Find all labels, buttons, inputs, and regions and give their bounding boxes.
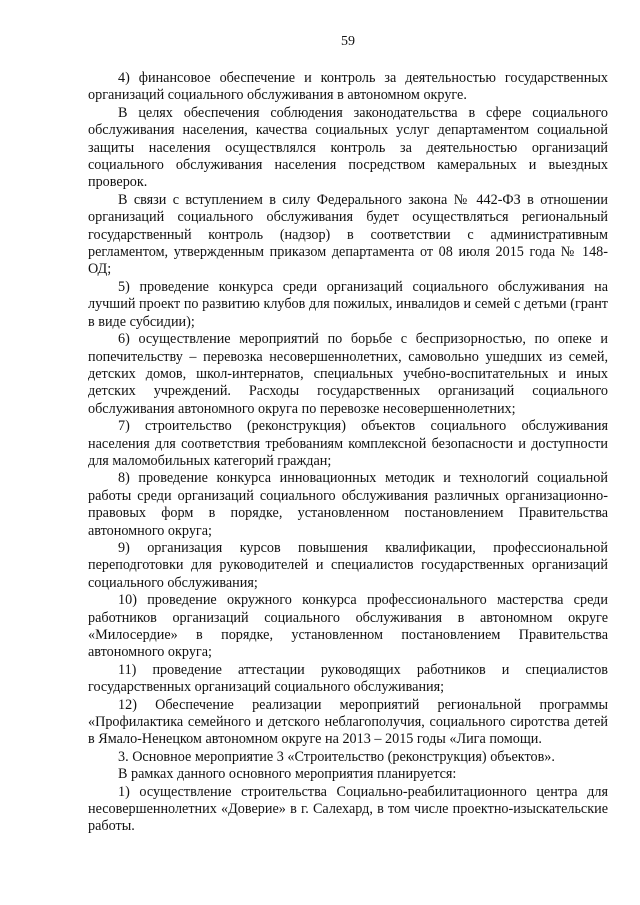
document-body	[88, 70, 608, 836]
paragraph: 8) проведение конкурса инновационных методик и технологий социальной работы среди организаций социального обслуживания различных организационно-правовых форм в порядке, установленном постановлением Правительства автономного округа;	[88, 470, 608, 539]
paragraph: 10) проведение окружного конкурса профессионального мастерства среди работников организаций социального обслуживания в автономном округе «Милосердие» в порядке, установленном постановлением Правительства автономного округа;	[88, 592, 608, 661]
paragraph: 4) финансовое обеспечение и контроль за деятельностью государственных организаций социального обслуживания в автономном округе.	[88, 70, 608, 104]
paragraph: 11) проведение аттестации руководящих работников и специалистов государственных организаций социального обслуживания;	[88, 661, 608, 696]
paragraph: 7) строительство (реконструкция) объектов социального обслуживания населения для соответствия требованиям комплексной безопасности и доступности для маломобильных категорий граждан;	[88, 418, 608, 469]
paragraph: 9) организация курсов повышения квалификации, профессиональной переподготовки для руководителей и специалистов государственных организаций социального обслуживания;	[88, 539, 608, 591]
paragraph: 5) проведение конкурса среди организаций социального обслуживания на лучший проект по развитию клубов для пожилых, инвалидов и семей с детьми (грант в виде субсидии);	[88, 278, 608, 330]
paragraph: 6) осуществление мероприятий по борьбе с беспризорностью, по опеке и попечительству – перевозка несовершеннолетних, самовольно ушедших из семей, детских домов, школ-интернатов, специальных учебно-воспитательных и иных детских учреждений. Расходы государственных организаций социального обслуживания автономного округа по перевозке несовершеннолетних;	[88, 331, 608, 417]
paragraph: В рамках данного основного мероприятия планируется:	[118, 766, 457, 783]
paragraph: 3. Основное мероприятие 3 «Строительство (реконструкция) объектов».	[118, 748, 555, 765]
paragraph: В целях обеспечения соблюдения законодательства в сфере социального обслуживания населения, качества социальных услуг департаментом социальной защиты населения осуществлялся контроль за деятельностью организаций социального обслуживания населения посредством камеральных и выездных проверок.	[88, 104, 608, 191]
page-number: 59	[341, 34, 355, 49]
paragraph: 1) осуществление строительства Социально-реабилитационного центра для несовершеннолетних «Доверие» в г. Салехард, в том числе проектно-изыскательские работы.	[88, 783, 608, 835]
paragraph: В связи с вступлением в силу Федерального закона № 442-ФЗ в отношении организаций социального обслуживания будет осуществляться региональный государственный контроль (надзор) в соответствии с административным регламентом, утвержденным приказом департамента от 08 июля 2015 года № 148-ОД;	[88, 191, 608, 278]
paragraph: 12) Обеспечение реализации мероприятий региональной программы «Профилактика семейного и детского неблагополучия, социального сиротства детей в Ямало-Ненецком автономном округе на 2013 – 2015 годы «Лига помощи.	[88, 696, 608, 748]
